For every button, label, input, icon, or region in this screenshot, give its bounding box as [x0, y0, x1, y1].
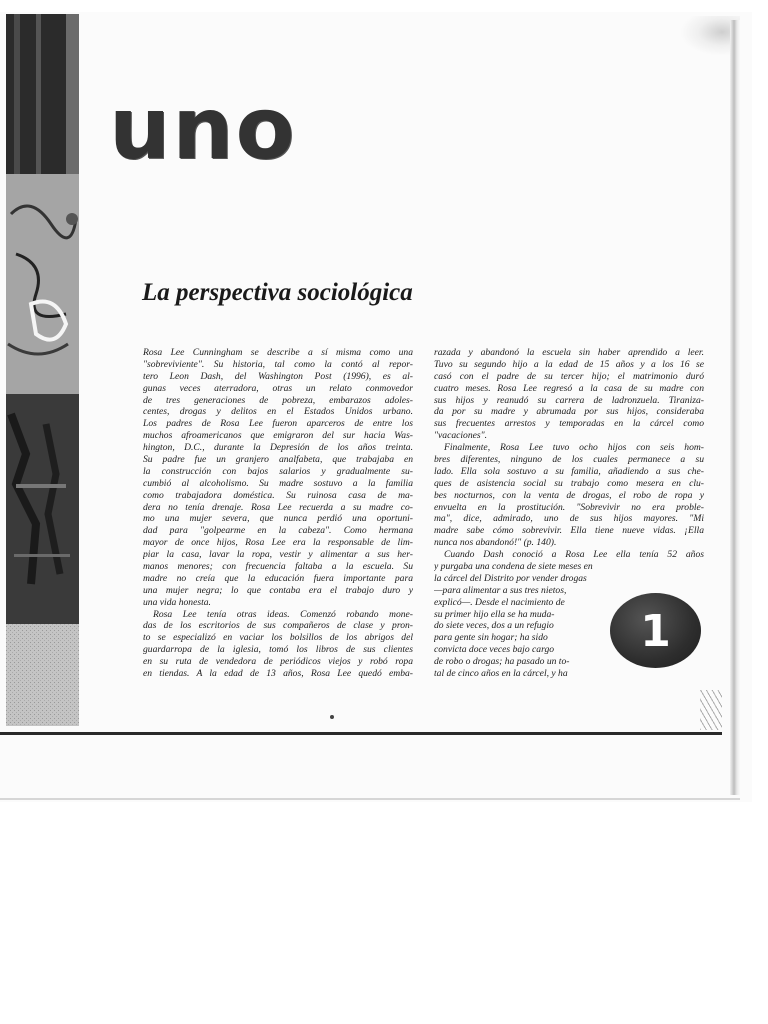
text-line: bres diferentes, ninguno de los cuales permanece a su [434, 454, 704, 466]
text-line: la construcción con bajos salarios y gradualmente su- [143, 465, 413, 477]
text-line: dera no tenía drenaje. Rosa Lee recuerda a su madre co- [143, 501, 413, 513]
text-line: madre sabe cómo sobrevivir. Ella tiene nueve vidas. ¡Ella [434, 525, 704, 537]
text-line: to se especializó en vaciar los bolsillos de los abrigos del [143, 632, 413, 644]
text-line: Rosa Lee Cunningham se describe a sí misma como una [143, 347, 413, 358]
text-line: en su ruta de vendedora de periódicos viejos y robó ropa [143, 656, 413, 668]
text-line: tero Leon Dash, del Washington Post (1996), es al- [143, 370, 413, 382]
text-line: sus frecuentes arrestos y temporadas en la cárcel como [434, 418, 704, 430]
text-line: para gente sin hogar; ha sido [434, 632, 548, 644]
text-line: madre no creía que la educación fuera importante para [143, 572, 413, 584]
page-dot-mark [330, 715, 334, 719]
text-line: Tuvo su segundo hijo a la edad de 15 años y a los 16 se [434, 358, 704, 370]
text-line: de robo o drogas; ha pasado un to- [434, 656, 570, 668]
text-line: y purgaba una condena de siete meses en [434, 561, 593, 573]
graffiti-photo-strip [6, 14, 79, 726]
text-line: Los padres de Rosa Lee fueron aparceros de entre los [143, 418, 413, 430]
text-line: piar la casa, lavar la ropa, vestir y alimentar a sus her- [143, 549, 413, 561]
text-line: Su padre fue un granjero analfabeta, que trabajaba en [143, 454, 413, 466]
text-line: en tiendas. A la edad de 13 años, Rosa Lee quedó emba- [143, 668, 413, 680]
text-line: cuatro meses. Rosa Lee regresó a la casa de su madre con [434, 382, 704, 394]
edge-wear-marks [700, 690, 722, 730]
text-line: tal de cinco años en la cárcel, y ha [434, 668, 568, 680]
text-line: una mujer negra; lo que contaba era el trabajo duro y [143, 584, 413, 596]
text-line: "vacaciones". [434, 430, 488, 442]
sheet-bottom-edge [0, 798, 740, 800]
text-line: como trabajadora doméstica. Su ruinosa casa de ma- [143, 489, 413, 501]
text-line: gunas veces aterradora, otras un relato conmovedor [143, 382, 413, 394]
text-line: Rosa Lee tenía otras ideas. Comenzó robando mone- [153, 608, 413, 620]
text-line: razada y abandonó la escuela sin haber aprendido a leer. [434, 347, 704, 358]
text-line: Finalmente, Rosa Lee tuvo ocho hijos con seis hom- [444, 442, 704, 454]
text-line: la cárcel del Distrito por vender drogas [434, 572, 587, 584]
text-line: do siete veces, dos a un refugio [434, 620, 554, 632]
page-edge-shadow [730, 20, 740, 795]
text-line: centes, drogas y delitos en el Estados Unidos urbano. [143, 406, 413, 418]
text-line: una vida honesta. [143, 596, 211, 608]
text-line: manos menores; con frecuencia faltaba a la escuela. Su [143, 561, 413, 573]
text-line: mayor de once hijos, Rosa Lee era la responsable de lim- [143, 537, 413, 549]
text-line: da por su madre y abrumada por sus hijos, consideraba [434, 406, 704, 418]
page-bottom-edge [0, 732, 722, 735]
text-line: nunca nos abandonó!" (p. 140). [434, 537, 557, 549]
text-line: guardarropa de la iglesia, tomó los libros de sus clientes [143, 644, 413, 656]
text-line: bes nocturnos, con la venta de drogas, el robo de ropa y [434, 489, 704, 501]
text-line: dad para "golpearme en la cabeza". Como hermana [143, 525, 413, 537]
text-line: explicó—. Desde el nacimiento de [434, 596, 565, 608]
text-line: sus hijos y reanudó su carrera de ladronzuela. Tiraniza- [434, 394, 704, 406]
body-column-left [143, 347, 413, 680]
text-line: lado. Ella sola sostuvo a su familia, añadiendo a sus che- [434, 465, 704, 477]
text-line: Cuando Dash conoció a Rosa Lee ella tenía 52 años [444, 549, 704, 561]
text-line: "sobreviviente". Su historia, tal como la contó al repor- [143, 358, 413, 370]
text-line: das de los escritorios de sus compañeros de clase y pron- [143, 620, 413, 632]
text-line: de tres generaciones de pobreza, embarazos adoles- [143, 394, 413, 406]
text-line: ma", dice, admirado, uno de sus hijos mayores. "Mi [434, 513, 704, 525]
text-line: envuelta en la prostitución. "Sobrevivir no era proble- [434, 501, 704, 513]
text-line: su primer hijo ella se ha muda- [434, 608, 555, 620]
text-line: —para alimentar a sus tres nietos, [434, 584, 567, 596]
chapter-number: 1 [640, 606, 671, 657]
chapter-word: uno [109, 79, 297, 179]
text-line: mo una mujer severa, que nunca perdió una oportuni- [143, 513, 413, 525]
text-line: hington, D.C., durante la Depresión de los años treinta. [143, 442, 413, 454]
text-line: convicta doce veces bajo cargo [434, 644, 555, 656]
text-line: muchos afroamericanos que emigraron del sur hacia Was- [143, 430, 413, 442]
chapter-number-badge [610, 593, 701, 668]
text-line: ques de asistencia social su trabajo como mesera en clu- [434, 477, 704, 489]
text-line: casó con el padre de su tercer hijo; el matrimonio duró [434, 370, 704, 382]
text-line: cumbió al alcoholismo. Su madre sostuvo a la familia [143, 477, 413, 489]
chapter-title: La perspectiva sociológica [142, 279, 413, 306]
